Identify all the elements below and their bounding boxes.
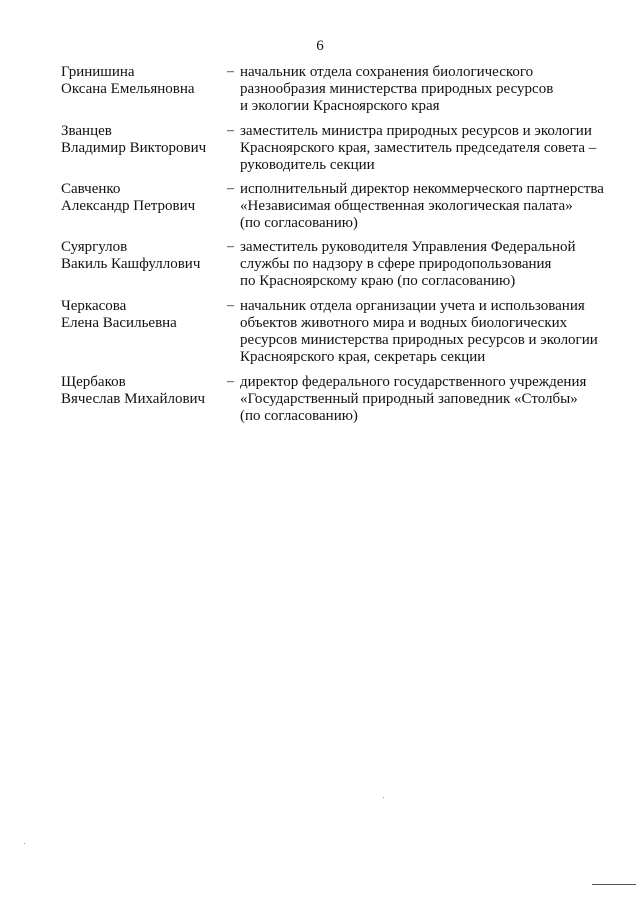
member-position — [240, 64, 610, 115]
position-line: ресурсов министерства природных ресурсов и экологии — [240, 332, 598, 348]
member-surname: Савченко — [61, 181, 121, 197]
separator-dash: – — [227, 64, 234, 79]
position-line: руководитель секции — [240, 157, 375, 173]
member-surname: Суяргулов — [61, 239, 128, 255]
member-name — [61, 298, 231, 332]
position-line: начальник отдела сохранения биологического — [240, 64, 534, 80]
separator-dash: – — [227, 123, 234, 138]
member-position — [240, 123, 610, 174]
position-line: директор федерального государственного учреждения — [240, 374, 587, 390]
page-number: 6 — [316, 38, 324, 54]
member-surname: Черкасова — [61, 298, 127, 314]
member-given-names: Оксана Емельяновна — [61, 81, 195, 97]
member-surname: Гринишина — [61, 64, 135, 80]
member-given-names: Вячеслав Михайлович — [61, 391, 206, 407]
member-position — [240, 298, 610, 366]
member-name — [61, 181, 231, 215]
position-line: Красноярского края, заместитель председателя совета – — [240, 140, 597, 156]
member-given-names: Елена Васильевна — [61, 315, 177, 331]
member-position — [240, 374, 610, 425]
member-given-names: Владимир Викторович — [61, 140, 207, 156]
member-given-names: Вакиль Кашфуллович — [61, 256, 201, 272]
member-name — [61, 123, 231, 157]
position-line: по Красноярскому краю (по согласованию) — [240, 273, 516, 289]
position-line: заместитель руководителя Управления Федеральной — [240, 239, 576, 255]
position-line: заместитель министра природных ресурсов и экологии — [240, 123, 592, 139]
position-line: и экологии Красноярского края — [240, 98, 440, 114]
separator-dash: – — [227, 374, 234, 389]
position-line: службы по надзору в сфере природопользования — [240, 256, 552, 272]
member-position — [240, 239, 610, 290]
scan-speck — [24, 843, 25, 844]
separator-dash: – — [227, 239, 234, 254]
member-name — [61, 239, 231, 273]
position-line: объектов животного мира и водных биологических — [240, 315, 568, 331]
member-given-names: Александр Петрович — [61, 198, 196, 214]
position-line: «Государственный природный заповедник «Столбы» — [240, 391, 578, 407]
position-line: «Независимая общественная экологическая палата» — [240, 198, 573, 214]
member-surname: Щербаков — [61, 374, 126, 390]
position-line: разнообразия министерства природных ресурсов — [240, 81, 554, 97]
position-line: Красноярского края, секретарь секции — [240, 349, 486, 365]
position-line: (по согласованию) — [240, 408, 358, 424]
position-line: начальник отдела организации учета и использования — [240, 298, 585, 314]
member-surname: Званцев — [61, 123, 112, 139]
position-line: (по согласованию) — [240, 215, 358, 231]
separator-dash: – — [227, 298, 234, 313]
scan-speck — [383, 797, 384, 798]
separator-dash: – — [227, 181, 234, 196]
member-name — [61, 374, 231, 408]
position-line: исполнительный директор некоммерческого партнерства — [240, 181, 604, 197]
member-name — [61, 64, 231, 98]
member-position — [240, 181, 610, 232]
footer-rule — [592, 884, 636, 885]
